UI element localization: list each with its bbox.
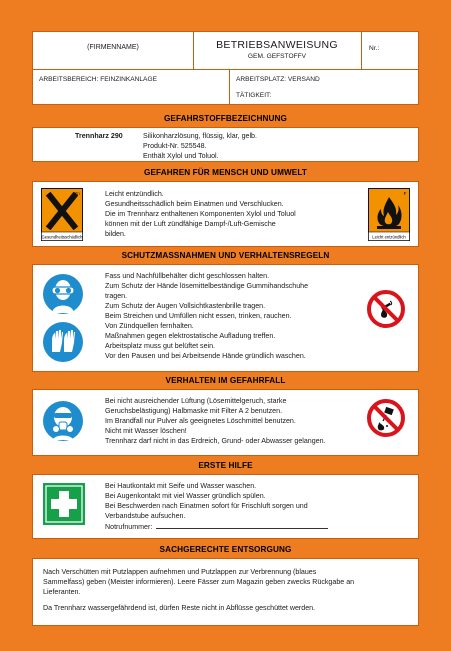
hazard-caption-left: Gesundheitsschädlich: [41, 234, 83, 240]
activity: TÄTIGKEIT:: [236, 92, 272, 99]
substance-line: Silikonharzlösung, flüssig, klar, gelb.: [143, 132, 257, 140]
emergency-line: Trennharz darf nicht in das Erdreich, Grund- oder Abwasser gelangen.: [105, 437, 326, 445]
protection-title: SCHUTZMASSNAHMEN UND VERHALTENSREGELN: [32, 247, 419, 265]
disposal-note: Da Trennharz wassergefährdend ist, dürfen Reste nicht in Abflüsse geschüttet werden.: [43, 604, 316, 612]
protection-line: Zum Schutz der Hände lösemittelbeständige Gummihandschuhe: [105, 282, 309, 290]
firstaid-line: Bei Beschwerden nach Einatmen sofort für Frischluft sorgen und: [105, 502, 308, 510]
protection-text: [105, 271, 308, 361]
firstaid-line: Bei Hautkontakt mit Seife und Wasser waschen.: [105, 482, 257, 490]
substance-box: [32, 127, 419, 162]
goggles-icon: [42, 273, 84, 315]
first-aid-cross-icon: [43, 483, 85, 525]
hazards-text: [105, 189, 296, 239]
hazard-line: Die im Trennharz enthaltenen Komponenten Xylol und Toluol: [105, 210, 296, 218]
hazard-caption-right: Leicht entzündlich: [372, 234, 406, 240]
substance-line: Produkt-Nr. 525548.: [143, 142, 207, 150]
disposal-box: [32, 558, 419, 626]
firstaid-line: Notrufnummer:: [105, 523, 153, 531]
firstaid-title: ERSTE HILFE: [32, 457, 419, 475]
hazard-line: bilden.: [105, 230, 126, 238]
substance-details: [143, 131, 257, 161]
emergency-text: [105, 396, 326, 446]
hazard-line: Gesundheitsschädlich beim Einatmen und Verschlucken.: [105, 200, 284, 208]
no-water-extinguish-icon: [366, 398, 406, 438]
substance-name: Trennharz 290: [75, 132, 123, 140]
protection-box: [32, 264, 419, 372]
substance-line: Enthält Xylol und Toluol.: [143, 152, 219, 160]
protection-line: Von Zündquellen fernhalten.: [105, 322, 194, 330]
no-open-flame-icon: [366, 289, 406, 329]
protection-line: Fass und Nachfüllbehälter dicht geschlossen halten.: [105, 272, 270, 280]
emergency-number-field[interactable]: [156, 521, 328, 529]
emergency-number-label: [105, 521, 328, 532]
protection-line: Zum Schutz der Augen Vollsichtkastenbrille tragen.: [105, 302, 266, 310]
disposal-line: Lieferanten.: [43, 588, 81, 596]
flame-icon: [368, 188, 410, 241]
firstaid-box: [32, 474, 419, 539]
disposal-title: SACHGERECHTE ENTSORGUNG: [32, 541, 419, 559]
firstaid-line: Verbandstube aufsuchen.: [105, 512, 186, 520]
operating-instruction-sheet: [32, 31, 419, 626]
protection-line: Vor den Pausen und bei Arbeitsende Hände gründlich waschen.: [105, 352, 306, 360]
gloves-icon: [42, 321, 84, 363]
protection-line: Beim Streichen und Umfüllen nicht essen, trinken, rauchen.: [105, 312, 292, 320]
hazards-box: [32, 181, 419, 247]
hazards-title: GEFAHREN FÜR MENSCH UND UMWELT: [32, 164, 419, 182]
protection-line: Maßnahmen gegen elektrostatische Aufladung treffen.: [105, 332, 276, 340]
disposal-text: [43, 567, 413, 613]
emergency-line: Im Brandfall nur Pulver als geeignetes Löschmittel benutzen.: [105, 417, 296, 425]
respirator-mask-icon: [42, 400, 84, 442]
emergency-line: Geruchsbelästigung) Halbmaske mit Filter A 2 benutzen.: [105, 407, 283, 415]
disposal-line: Nach Verschütten mit Putzlappen aufnehmen und Putzlappen zur Verbrennung (blaues: [43, 568, 317, 576]
hazard-line: können mit der Luft zündfähige Dampf-/Luft-Gemische: [105, 220, 276, 228]
protection-line: tragen.: [105, 292, 128, 300]
work-area: ARBEITSBEREICH: FEINZINKANLAGE: [39, 76, 157, 83]
firstaid-text: [105, 481, 328, 532]
harmful-cross-icon: [41, 188, 83, 241]
emergency-line: Bei nicht ausreichender Lüftung (Lösemittelgeruch, starke: [105, 397, 287, 405]
workplace: ARBEITSPLATZ: VERSAND: [236, 76, 320, 83]
firstaid-line: Bei Augenkontakt mit viel Wasser gründlich spülen.: [105, 492, 266, 500]
emergency-title: VERHALTEN IM GEFAHRFALL: [32, 372, 419, 390]
substance-title: GEFAHRSTOFFBEZEICHNUNG: [32, 110, 419, 128]
hazard-code-right: F: [403, 191, 407, 196]
document-subtitle: GEM. GEFSTOFFV: [247, 53, 307, 60]
number-label: Nr.:: [369, 45, 380, 52]
hazard-code-left: Xn: [74, 191, 80, 196]
disposal-line: Sammelfass) geben (Meister informieren). Leere Fässer zum Magazin geben zwecks Rückgabe an: [43, 578, 355, 586]
protection-line: Arbeitsplatz muss gut belüftet sein.: [105, 342, 216, 350]
emergency-box: [32, 389, 419, 456]
header-box: [32, 31, 419, 105]
firm-name: (FIRMENNAME): [87, 44, 139, 51]
hazard-line: Leicht entzündlich.: [105, 190, 164, 198]
emergency-line: Nicht mit Wasser löschen!: [105, 427, 187, 435]
document-title: BETRIEBSANWEISUNG: [216, 39, 338, 51]
